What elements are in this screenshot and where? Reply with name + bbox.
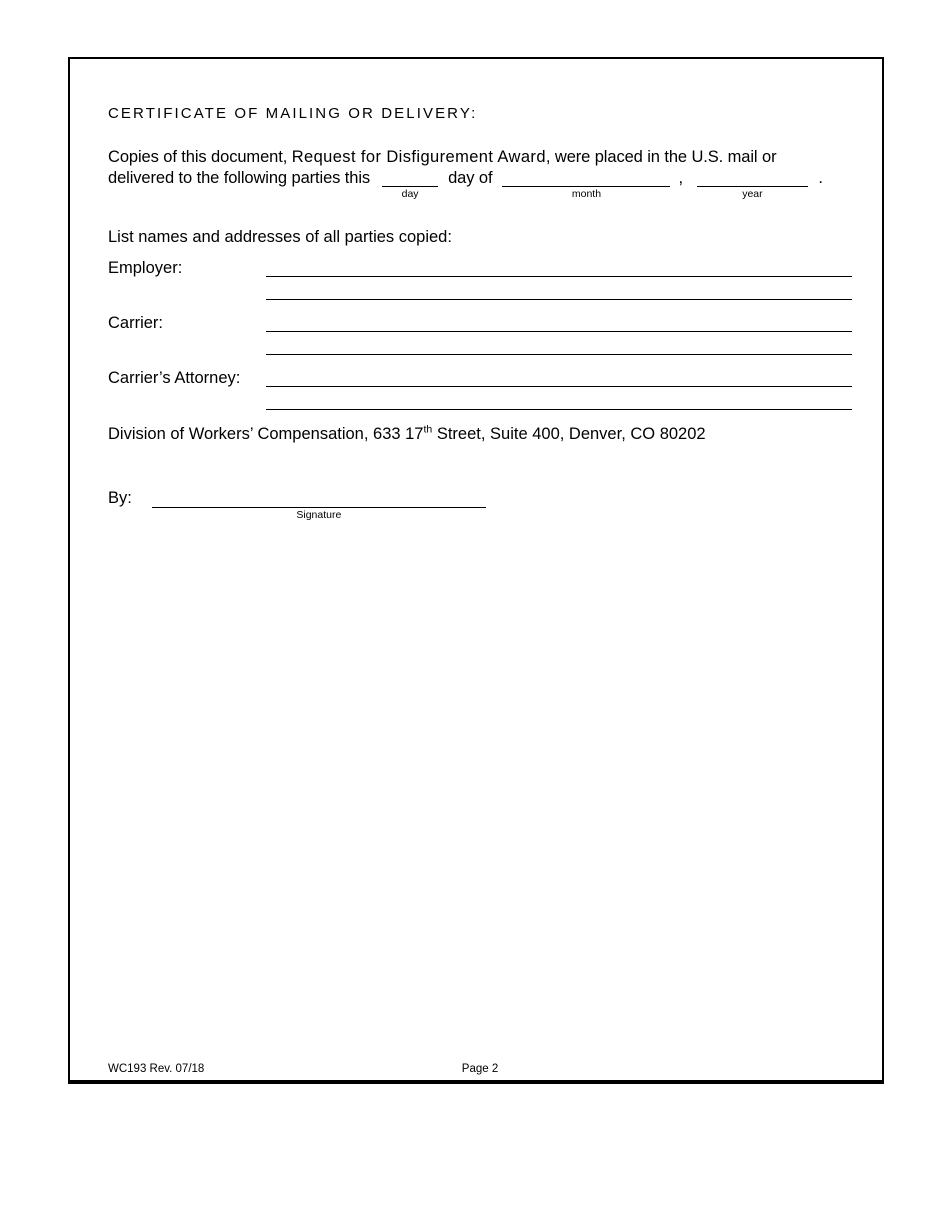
division-address bbox=[108, 424, 852, 445]
month-caption: month bbox=[571, 188, 602, 200]
employer-line-1[interactable] bbox=[266, 258, 852, 277]
signature-field[interactable] bbox=[152, 492, 486, 521]
carrier-line-1[interactable] bbox=[266, 313, 852, 332]
carrier-line-2[interactable] bbox=[266, 332, 852, 355]
employer-line-2[interactable] bbox=[266, 277, 852, 300]
page-footer bbox=[108, 1060, 852, 1076]
intro-suffix: , were placed in the U.S. mail or bbox=[545, 148, 777, 166]
list-parties-heading: List names and addresses of all parties copied: bbox=[108, 228, 452, 246]
intro-paragraph bbox=[108, 147, 852, 200]
carriers-attorney-label: Carrier’s Attorney: bbox=[108, 369, 241, 387]
day-of-text: day of bbox=[448, 169, 493, 187]
carrier-label: Carrier: bbox=[108, 314, 164, 332]
page-number: Page 2 bbox=[461, 1063, 499, 1075]
division-address-start: Division of Workers’ Compensation, 633 17 bbox=[108, 425, 424, 443]
year-caption: year bbox=[742, 188, 763, 200]
employer-label: Employer: bbox=[108, 259, 183, 277]
by-label: By: bbox=[108, 489, 132, 507]
form-number-revision: WC193 Rev. 07/18 bbox=[108, 1063, 205, 1075]
document-name: Request for Disfigurement Award bbox=[291, 148, 546, 166]
year-blank-field[interactable] bbox=[697, 173, 808, 200]
carriers-attorney-line-2[interactable] bbox=[266, 387, 852, 410]
period-text: . bbox=[818, 169, 823, 187]
day-blank-field[interactable] bbox=[382, 173, 438, 200]
month-blank-field[interactable] bbox=[502, 173, 670, 200]
intro-line-1 bbox=[108, 147, 852, 168]
carriers-attorney-row bbox=[108, 368, 852, 410]
carrier-row bbox=[108, 313, 852, 355]
carriers-attorney-lines bbox=[266, 368, 852, 410]
comma-text: , bbox=[678, 169, 683, 187]
intro-prefix: Copies of this document, bbox=[108, 148, 292, 166]
employer-lines bbox=[266, 258, 852, 300]
ordinal-superscript: th bbox=[423, 423, 433, 436]
carrier-lines bbox=[266, 313, 852, 355]
employer-row bbox=[108, 258, 852, 300]
division-address-end: Street, Suite 400, Denver, CO 80202 bbox=[432, 425, 706, 443]
certificate-of-mailing-box bbox=[68, 57, 884, 1084]
certificate-title: CERTIFICATE OF MAILING OR DELIVERY: bbox=[108, 105, 478, 122]
signature-caption: Signature bbox=[296, 509, 342, 521]
by-signature-row bbox=[108, 488, 852, 521]
intro-line2-text: delivered to the following parties this bbox=[108, 169, 371, 187]
intro-line-2 bbox=[108, 168, 852, 200]
day-caption: day bbox=[401, 188, 419, 200]
parties-list bbox=[108, 258, 852, 410]
carriers-attorney-line-1[interactable] bbox=[266, 368, 852, 387]
